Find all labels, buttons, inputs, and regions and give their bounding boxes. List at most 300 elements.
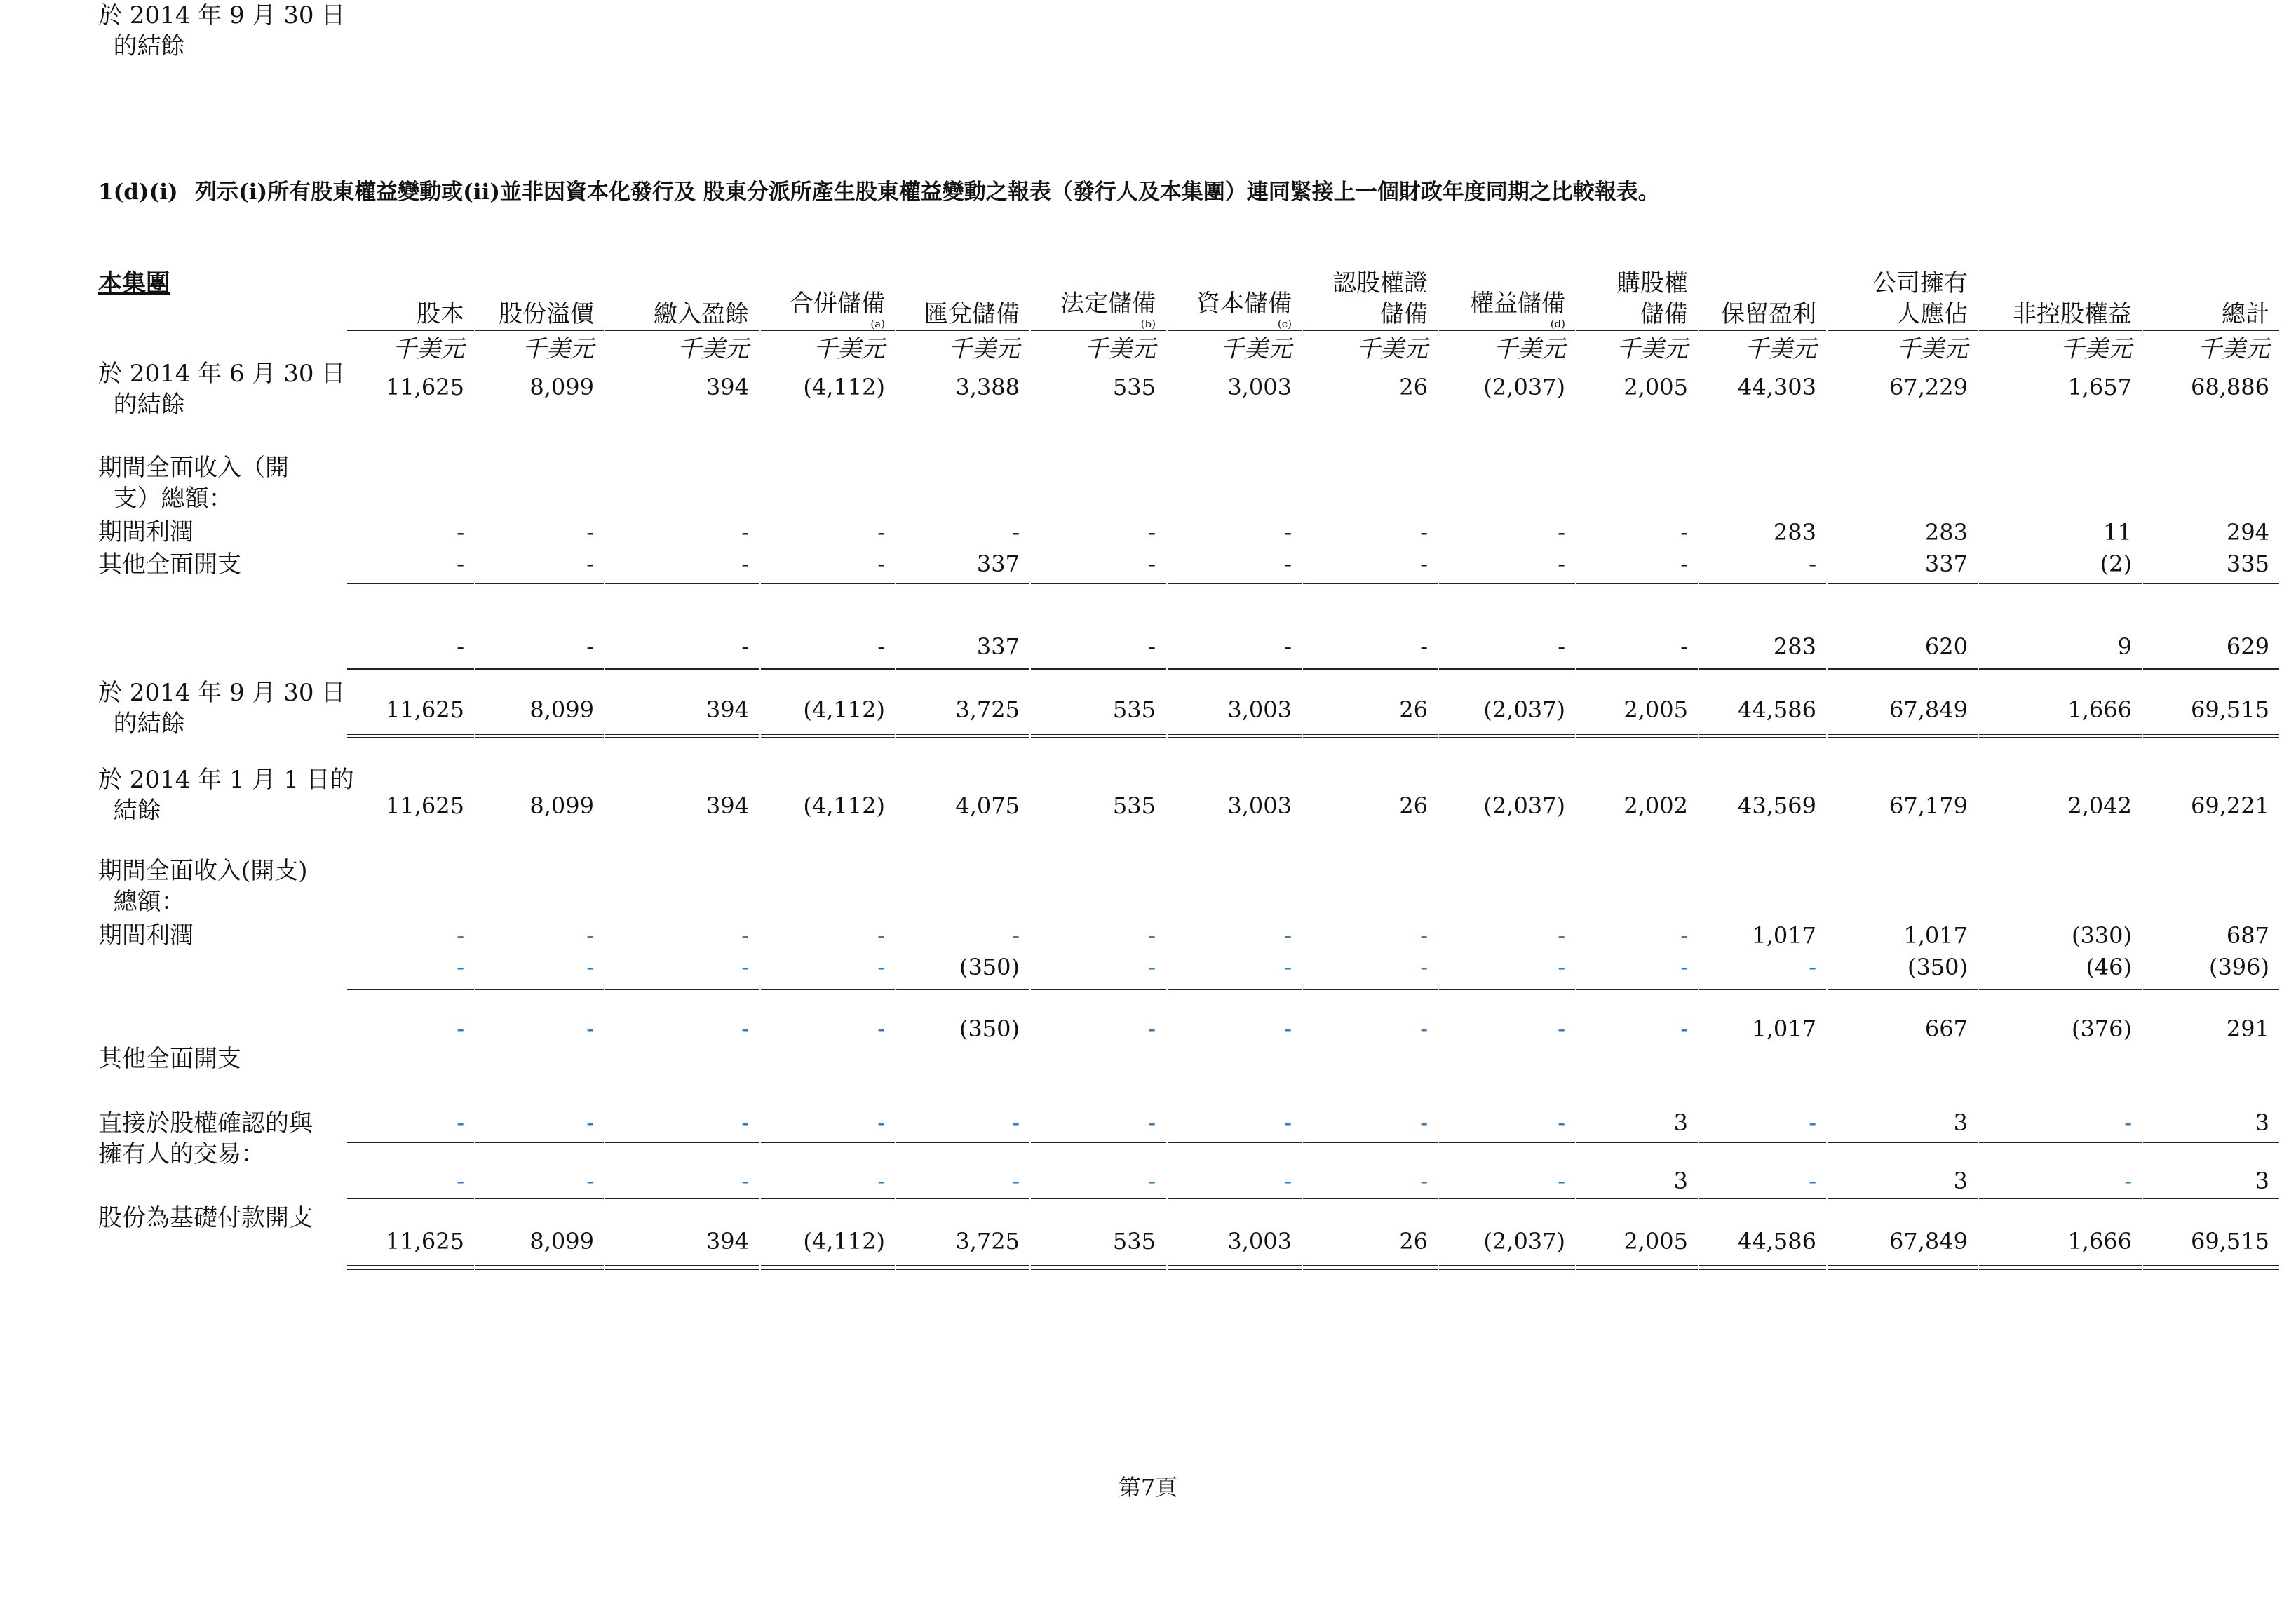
subtotal-rule (1303, 583, 1438, 584)
table-cell: 394 (705, 792, 749, 819)
column-unit: 千美元 (522, 335, 594, 363)
table-cell: (2,037) (1483, 792, 1565, 819)
subtotal-rule (1828, 668, 1978, 670)
table-cell: 337 (1924, 550, 1968, 577)
table-cell: - (741, 633, 749, 660)
total-double-rule (475, 1265, 604, 1270)
column-header-rule (896, 330, 1029, 331)
table-cell: - (1558, 550, 1565, 577)
subtotal-rule (1031, 1198, 1166, 1199)
column-header-rule (2143, 330, 2279, 331)
column-header-line: 總計 (2222, 300, 2269, 328)
table-cell: - (1284, 1168, 1292, 1194)
total-double-rule (1699, 1265, 1826, 1270)
total-double-rule (347, 1265, 474, 1270)
subtotal-rule (1168, 1198, 1302, 1199)
table-cell: (2,037) (1483, 374, 1565, 400)
table-cell: 337 (976, 633, 1020, 660)
row-label (98, 1043, 241, 1074)
table-cell: 44,586 (1738, 696, 1816, 723)
table-cell: - (586, 922, 594, 949)
row-label-line: 結餘 (98, 797, 161, 825)
table-cell: 394 (705, 696, 749, 723)
table-cell: 3 (1673, 1109, 1688, 1136)
subtotal-rule (1031, 668, 1166, 670)
table-cell: 3 (2255, 1168, 2269, 1194)
table-cell: 67,849 (1889, 1228, 1968, 1255)
row-label (98, 0, 345, 62)
table-cell: 69,515 (2191, 696, 2269, 723)
column-unit: 千美元 (1616, 335, 1688, 363)
subtotal-rule (1979, 668, 2142, 670)
table-cell: - (741, 550, 749, 577)
page-number: 第7頁 (1118, 1474, 1178, 1501)
table-cell: - (1148, 550, 1156, 577)
subtotal-rule (475, 668, 604, 670)
subtotal-rule (1439, 1198, 1575, 1199)
subtotal-rule (1439, 583, 1575, 584)
column-unit: 千美元 (1084, 335, 1156, 363)
column-header-line: 儲備 (1640, 300, 1688, 328)
column-header-line: 資本儲備 (1196, 290, 1292, 318)
total-double-rule (347, 734, 474, 738)
row-label-line: 總額： (98, 888, 185, 916)
table-cell: (350) (959, 954, 1020, 980)
table-cell: (2) (2100, 550, 2132, 577)
section-heading (98, 174, 1660, 205)
table-cell: - (1809, 1168, 1816, 1194)
table-cell: (46) (2086, 954, 2132, 980)
total-double-rule (761, 734, 895, 738)
row-label-line: 期間利潤 (98, 921, 194, 949)
table-cell: 3,003 (1227, 1228, 1292, 1255)
table-cell: - (877, 633, 885, 660)
subtotal-rule (761, 668, 895, 670)
total-double-rule (2143, 1265, 2279, 1270)
subtotal-rule (1576, 1142, 1698, 1143)
subtotal-rule (1439, 668, 1575, 670)
total-double-rule (761, 1265, 895, 1270)
row-label-line: 於 2014 年 9 月 30 日 (98, 679, 346, 707)
table-cell: 2,005 (1623, 1228, 1688, 1255)
total-double-rule (1031, 1265, 1166, 1270)
table-cell: 8,099 (529, 1228, 594, 1255)
column-header (2222, 299, 2269, 330)
total-double-rule (605, 734, 759, 738)
table-cell: - (457, 633, 464, 660)
subtotal-rule (1303, 1198, 1438, 1199)
table-cell: - (877, 922, 885, 949)
subtotal-rule (1576, 668, 1698, 670)
total-double-rule (1979, 734, 2142, 738)
table-cell: 43,569 (1738, 792, 1816, 819)
table-cell: 1,017 (1752, 1015, 1816, 1042)
table-cell: 26 (1399, 1228, 1428, 1255)
row-label-line: 擁有人的交易： (98, 1140, 265, 1168)
table-cell: - (1284, 633, 1292, 660)
column-header-line: 合併儲備 (790, 290, 885, 318)
table-cell: 44,586 (1738, 1228, 1816, 1255)
table-cell: 3,003 (1227, 374, 1292, 400)
table-cell: - (457, 1109, 464, 1136)
row-label-line: 支）總額： (98, 485, 233, 513)
subtotal-rule (1828, 1142, 1978, 1143)
column-header (654, 299, 749, 330)
table-cell: - (1284, 550, 1292, 577)
column-unit: 千美元 (2198, 335, 2269, 363)
column-header-note: (c) (1277, 318, 1292, 330)
row-label-line: 的結餘 (98, 32, 185, 60)
column-header-line: 儲備 (1380, 300, 1428, 328)
column-unit: 千美元 (1745, 335, 1816, 363)
subtotal-rule (761, 1198, 895, 1199)
column-header-line: 股本 (417, 300, 464, 328)
table-cell: - (586, 1109, 594, 1136)
column-header-rule (1303, 330, 1438, 331)
table-cell: - (457, 954, 464, 980)
row-label-line: 於 2014 年 1 月 1 日的 (98, 766, 354, 794)
row-label (98, 856, 308, 917)
table-cell: 1,017 (1903, 922, 1968, 949)
table-cell: (4,112) (803, 696, 885, 723)
subtotal-rule (1168, 668, 1302, 670)
column-header (1332, 268, 1428, 330)
column-header-rule (1576, 330, 1698, 331)
table-cell: - (586, 550, 594, 577)
table-cell: (4,112) (803, 374, 885, 400)
subtotal-rule (761, 583, 895, 584)
subtotal-rule (1979, 1142, 2142, 1143)
total-double-rule (1439, 1265, 1575, 1270)
table-cell: - (1420, 550, 1428, 577)
row-label (98, 764, 354, 826)
table-cell: - (1420, 1109, 1428, 1136)
row-label-line: 於 2014 年 6 月 30 日 (98, 360, 346, 388)
column-header-line: 權益儲備 (1470, 290, 1565, 318)
column-header-line: 公司擁有 (1872, 269, 1968, 297)
table-cell: - (586, 1168, 594, 1194)
subtotal-rule (2143, 1198, 2279, 1199)
table-cell: - (1680, 519, 1688, 546)
table-cell: - (457, 550, 464, 577)
column-header-note: (b) (1140, 318, 1156, 330)
total-double-rule (2143, 734, 2279, 738)
table-cell: 1,017 (1752, 922, 1816, 949)
table-cell: 620 (1924, 633, 1968, 660)
table-cell: - (586, 633, 594, 660)
subtotal-rule (1699, 1142, 1826, 1143)
table-cell: - (1148, 1168, 1156, 1194)
table-cell: 67,849 (1889, 696, 1968, 723)
table-cell: - (1012, 519, 1020, 546)
table-cell: - (1558, 519, 1565, 546)
table-cell: - (1558, 1168, 1565, 1194)
table-cell: - (2124, 1109, 2132, 1136)
subtotal-rule (1439, 1142, 1575, 1143)
table-cell: 3,388 (955, 374, 1020, 400)
subtotal-rule (2143, 989, 2279, 990)
table-cell: - (1148, 519, 1156, 546)
table-cell: 68,886 (2191, 374, 2269, 400)
subtotal-rule (1576, 1198, 1698, 1199)
column-unit: 千美元 (1356, 335, 1428, 363)
column-unit: 千美元 (677, 335, 749, 363)
total-double-rule (896, 734, 1029, 738)
column-header-rule (1699, 330, 1826, 331)
subtotal-rule (1699, 989, 1826, 990)
total-double-rule (1828, 1265, 1978, 1270)
total-double-rule (1303, 734, 1438, 738)
table-cell: - (1680, 954, 1688, 980)
table-cell: - (1148, 954, 1156, 980)
table-cell: 2,005 (1623, 374, 1688, 400)
total-double-rule (1699, 734, 1826, 738)
table-cell: 294 (2226, 519, 2269, 546)
subtotal-rule (896, 583, 1029, 584)
row-label-line: 期間全面收入（開 (98, 454, 289, 482)
row-label (98, 677, 345, 739)
table-cell: - (1148, 633, 1156, 660)
subtotal-rule (475, 1198, 604, 1199)
table-cell: 8,099 (529, 374, 594, 400)
table-cell: - (1148, 1015, 1156, 1042)
table-cell: - (586, 954, 594, 980)
table-cell: - (1284, 519, 1292, 546)
subtotal-rule (2143, 583, 2279, 584)
table-cell: - (1012, 1109, 1020, 1136)
column-header-note: (a) (870, 318, 885, 330)
table-cell: - (2124, 1168, 2132, 1194)
subtotal-rule (1576, 583, 1698, 584)
table-cell: 3,725 (955, 696, 1020, 723)
subtotal-rule (761, 989, 895, 990)
table-cell: 69,515 (2191, 1228, 2269, 1255)
table-cell: - (741, 922, 749, 949)
row-label (98, 452, 289, 514)
table-cell: - (877, 519, 885, 546)
total-double-rule (1168, 1265, 1302, 1270)
table-cell: - (457, 1015, 464, 1042)
row-label (98, 920, 194, 951)
column-unit: 千美元 (1494, 335, 1565, 363)
subtotal-rule (1031, 583, 1166, 584)
column-header (790, 288, 885, 330)
table-cell: 11,625 (386, 696, 464, 723)
total-double-rule (1439, 734, 1575, 738)
table-cell: - (877, 550, 885, 577)
table-cell: - (741, 1168, 749, 1194)
table-cell: - (1558, 1015, 1565, 1042)
table-cell: - (457, 922, 464, 949)
row-label-line: 期間全面收入(開支) (98, 857, 308, 885)
column-header (1470, 288, 1565, 330)
table-cell: - (586, 1015, 594, 1042)
table-cell: - (1012, 922, 1020, 949)
table-cell: 535 (1112, 374, 1156, 400)
table-cell: 283 (1773, 633, 1816, 660)
table-cell: 26 (1399, 374, 1428, 400)
column-header-line: 認股權證 (1332, 269, 1428, 297)
table-cell: 3 (1953, 1109, 1968, 1136)
subtotal-rule (605, 668, 759, 670)
subtotal-rule (896, 989, 1029, 990)
subtotal-rule (896, 1142, 1029, 1143)
table-cell: 11 (2103, 519, 2132, 546)
subtotal-rule (896, 668, 1029, 670)
table-cell: - (1680, 633, 1688, 660)
table-cell: 9 (2117, 633, 2132, 660)
subtotal-rule (347, 1142, 474, 1143)
table-cell: 8,099 (529, 792, 594, 819)
table-cell: - (741, 954, 749, 980)
table-cell: 335 (2226, 550, 2269, 577)
column-header-line: 股份溢價 (499, 300, 594, 328)
table-cell: - (1558, 1109, 1565, 1136)
row-label-line: 的結餘 (98, 391, 185, 419)
table-cell: 67,179 (1889, 792, 1968, 819)
table-cell: - (1558, 922, 1565, 949)
table-cell: - (1809, 1109, 1816, 1136)
table-cell: 283 (1773, 519, 1816, 546)
table-cell: - (741, 1109, 749, 1136)
table-cell: (4,112) (803, 1228, 885, 1255)
table-cell: (376) (2071, 1015, 2132, 1042)
row-label-line: 其他全面開支 (98, 550, 241, 579)
group-title: 本集團 (98, 269, 170, 297)
table-cell: 291 (2226, 1015, 2269, 1042)
subtotal-rule (605, 1198, 759, 1199)
subtotal-rule (2143, 668, 2279, 670)
column-header-rule (1439, 330, 1575, 331)
row-label (98, 1108, 313, 1170)
table-cell: 667 (1924, 1015, 1968, 1042)
column-header (1721, 299, 1816, 330)
column-header-rule (1979, 330, 2142, 331)
table-cell: 394 (705, 1228, 749, 1255)
subtotal-rule (1699, 583, 1826, 584)
table-cell: - (1809, 954, 1816, 980)
table-cell: 1,666 (2067, 1228, 2132, 1255)
column-header-note: (d) (1550, 318, 1565, 330)
column-header-rule (1168, 330, 1302, 331)
table-cell: 69,221 (2191, 792, 2269, 819)
table-cell: - (1558, 633, 1565, 660)
column-header-line: 保留盈利 (1721, 300, 1816, 328)
table-cell: 3 (1673, 1168, 1688, 1194)
subtotal-rule (1168, 989, 1302, 990)
table-cell: - (586, 519, 594, 546)
table-cell: (4,112) (803, 792, 885, 819)
subtotal-rule (605, 1142, 759, 1143)
table-cell: 2,005 (1623, 696, 1688, 723)
table-cell: - (457, 519, 464, 546)
table-cell: 3 (2255, 1109, 2269, 1136)
table-cell: 394 (705, 374, 749, 400)
table-cell: - (1420, 633, 1428, 660)
table-cell: (2,037) (1483, 1228, 1565, 1255)
column-header (924, 299, 1020, 330)
subtotal-rule (347, 583, 474, 584)
column-header-line: 繳入盈餘 (654, 300, 749, 328)
table-cell: 2,002 (1623, 792, 1688, 819)
table-cell: - (1558, 954, 1565, 980)
table-cell: 3,003 (1227, 792, 1292, 819)
row-label-line: 其他全面開支 (98, 1045, 241, 1073)
subtotal-rule (1303, 1142, 1438, 1143)
row-label (98, 358, 345, 420)
table-cell: (350) (1907, 954, 1968, 980)
total-double-rule (1828, 734, 1978, 738)
table-cell: - (1284, 922, 1292, 949)
column-unit: 千美元 (948, 335, 1020, 363)
table-cell: - (1284, 1015, 1292, 1042)
table-cell: 687 (2226, 922, 2269, 949)
table-cell: - (1420, 1168, 1428, 1194)
table-cell: 26 (1399, 696, 1428, 723)
subtotal-rule (475, 583, 604, 584)
column-unit: 千美元 (813, 335, 885, 363)
column-header (1196, 288, 1292, 330)
table-cell: - (1420, 922, 1428, 949)
column-header (499, 299, 594, 330)
table-cell: - (877, 1109, 885, 1136)
row-label-line: 的結餘 (98, 710, 185, 738)
column-header-line: 購股權 (1616, 269, 1688, 297)
subtotal-rule (1031, 989, 1166, 990)
table-cell: (2,037) (1483, 696, 1565, 723)
column-header-rule (761, 330, 895, 331)
total-double-rule (605, 1265, 759, 1270)
column-header (417, 299, 464, 330)
table-cell: - (1809, 550, 1816, 577)
table-cell: - (1420, 1015, 1428, 1042)
subtotal-rule (896, 1198, 1029, 1199)
total-double-rule (1168, 734, 1302, 738)
subtotal-rule (347, 989, 474, 990)
table-cell: - (1148, 1109, 1156, 1136)
table-cell: 535 (1112, 1228, 1156, 1255)
table-cell: 3,725 (955, 1228, 1020, 1255)
table-cell: 337 (976, 550, 1020, 577)
table-cell: (330) (2071, 922, 2132, 949)
column-header-rule (1828, 330, 1978, 331)
column-header-line: 非控股權益 (2013, 300, 2132, 328)
row-label-line: 期間利潤 (98, 518, 194, 546)
subtotal-rule (1699, 1198, 1826, 1199)
table-cell: - (1420, 954, 1428, 980)
row-label-line: 於 2014 年 9 月 30 日 (98, 1, 346, 29)
column-header-rule (605, 330, 759, 331)
table-cell: - (877, 954, 885, 980)
subtotal-rule (1699, 668, 1826, 670)
subtotal-rule (1979, 1198, 2142, 1199)
table-cell: - (877, 1015, 885, 1042)
subtotal-rule (1303, 668, 1438, 670)
subtotal-rule (1979, 989, 2142, 990)
table-cell: - (1012, 1168, 1020, 1194)
total-double-rule (1576, 734, 1698, 738)
table-cell: - (877, 1168, 885, 1194)
table-cell: - (1284, 954, 1292, 980)
table-cell: - (457, 1168, 464, 1194)
table-cell: 4,075 (955, 792, 1020, 819)
table-cell: 26 (1399, 792, 1428, 819)
subtotal-rule (347, 1198, 474, 1199)
column-header-line: 人應佔 (1896, 300, 1968, 328)
column-header (1616, 268, 1688, 330)
table-cell: 1,657 (2067, 374, 2132, 400)
subtotal-rule (761, 1142, 895, 1143)
